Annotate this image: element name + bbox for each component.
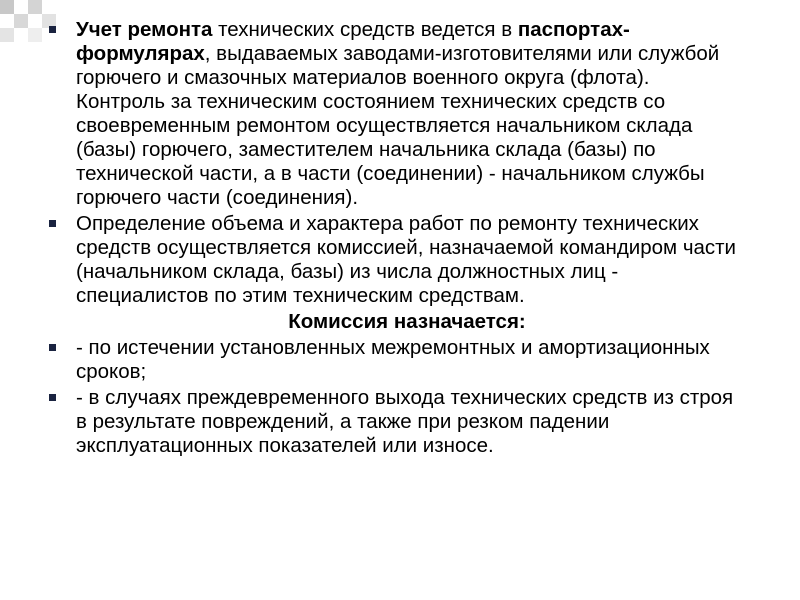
square-bullet-icon: [49, 344, 56, 351]
commission-heading: Комиссия назначается:: [288, 310, 526, 333]
paragraph-text: технических средств ведется в: [212, 18, 518, 41]
bold-text-repair-accounting: Учет ремонта: [76, 18, 213, 41]
square-bullet-icon: [49, 394, 56, 401]
list-item-text: - в случаях преждевременного выхода технических средств из строя в результате повреждений, а также при резком падении эксплуатационных показателей или износе.: [76, 386, 734, 457]
slide-content: [48, 18, 738, 460]
list-item: [48, 386, 738, 458]
bullet-paragraph-2: [48, 212, 738, 308]
square-bullet-icon: [49, 26, 56, 33]
paragraph-text: Определение объема и характера работ по ремонту технических средств осуществляется комиссией, назначаемой командиром части (начальником склада, базы) из числа должностных лиц - специалистов по этим техническим средствам.: [76, 212, 736, 307]
bold-text-passport-forms: паспортах-формулярах: [76, 18, 630, 65]
bullet-paragraph-1: [48, 18, 738, 210]
paragraph-text: , выдаваемых заводами-изготовителями или службой горючего и смазочных материалов военного округа (флота). Контроль за техническим состоянием технических средств со своевременным ремонтом осуществляется начальником склада (базы) горючего, заместителем начальника склада (базы) по технической части, а в части (соединении) - начальником службы горючего части (соединения).: [76, 42, 720, 209]
list-item-text: - по истечении установленных межремонтных и амортизационных сроков;: [76, 336, 710, 383]
square-bullet-icon: [49, 220, 56, 227]
list-item: [48, 336, 738, 384]
